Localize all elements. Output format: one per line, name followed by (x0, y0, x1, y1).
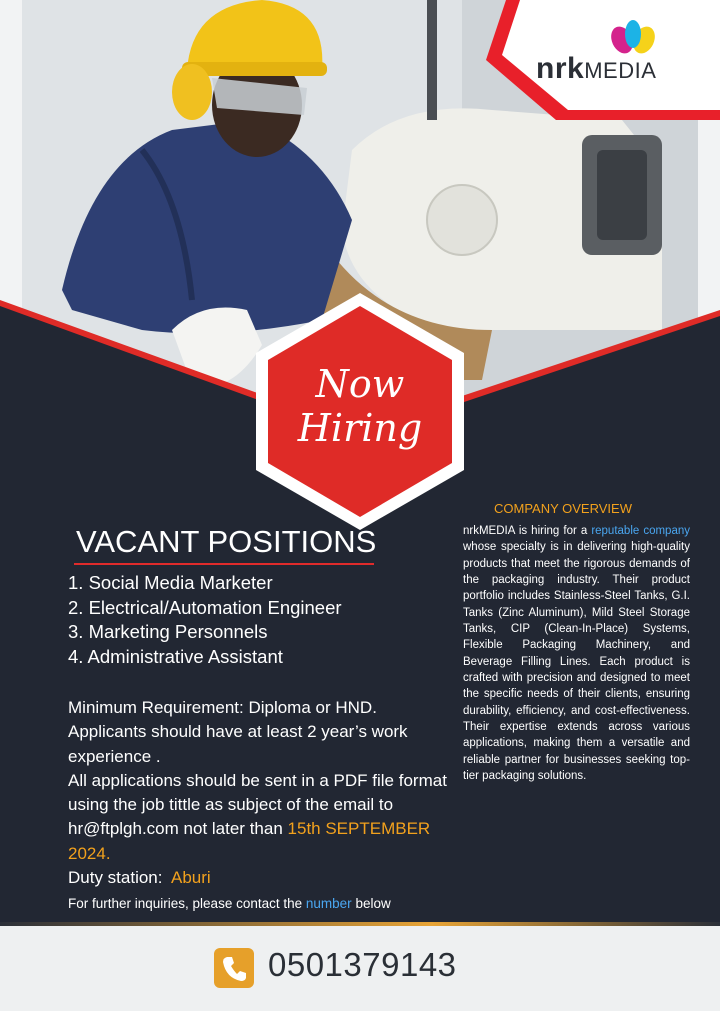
phone-icon (214, 948, 254, 988)
company-overview-title: COMPANY OVERVIEW (494, 501, 632, 516)
experience-requirement: Applicants should have at least 2 year’s work experience . (68, 722, 408, 766)
position-item: 3. Marketing Personnels (68, 621, 268, 642)
badge-line-1: Now (315, 362, 405, 406)
now-hiring-badge (270, 362, 450, 450)
divider (0, 922, 720, 926)
email-link[interactable]: hr@ftplgh.com (68, 819, 179, 839)
deadline: 15th SEPTEMBER 2024. (68, 819, 431, 863)
brand-logo: nrkMEDIA (536, 52, 657, 85)
position-item: 1. Social Media Marketer (68, 572, 273, 593)
min-requirement: Minimum Requirement: Diploma or HND. (68, 698, 377, 717)
badge-line-2: Hiring (297, 406, 423, 450)
positions-list (68, 571, 342, 669)
number-link[interactable]: number (305, 896, 352, 911)
duty-station: Duty station: Aburi (68, 868, 211, 888)
application-instructions: All applications should be sent in a PDF file format using the job tittle as subject of the email to hr@ftplgh.com not later than 15th SEPTEMBER 2024. (68, 770, 447, 863)
position-item: 2. Electrical/Automation Engineer (68, 596, 342, 618)
requirements-block (68, 696, 448, 890)
company-overview-text: nrkMEDIA is hiring for a reputable company whose specialty is in delivering high-quality products that meet the rigorous demands of the packaging industry. Their product portfolio includes Stainless-Steel Tanks, G.I. Tanks (Zinc Aluminum), Mild Steel Storage Tanks, CIP (Clean-In-Place) Systems, Flexible Packaging Machinery, and Beverage Filling Lines. Each product is crafted with precision and designed to meet the specific needs of their clients, ensuring durability, efficiency, and cost-effectiveness. Their expertise extends across various applications, making them a versatile and reliable partner for businesses seeking top-tier packaging solutions. (463, 525, 690, 783)
inquiry-text: For further inquiries, please contact the number below (68, 896, 391, 911)
vacant-positions-title: VACANT POSITIONS (76, 524, 377, 559)
duty-station-value: Aburi (171, 868, 211, 888)
position-item: 4. Administrative Assistant (68, 645, 283, 667)
phone-number[interactable]: 0501379143 (268, 946, 457, 983)
highlight-text: reputable company (591, 525, 690, 537)
title-underline (74, 563, 374, 565)
